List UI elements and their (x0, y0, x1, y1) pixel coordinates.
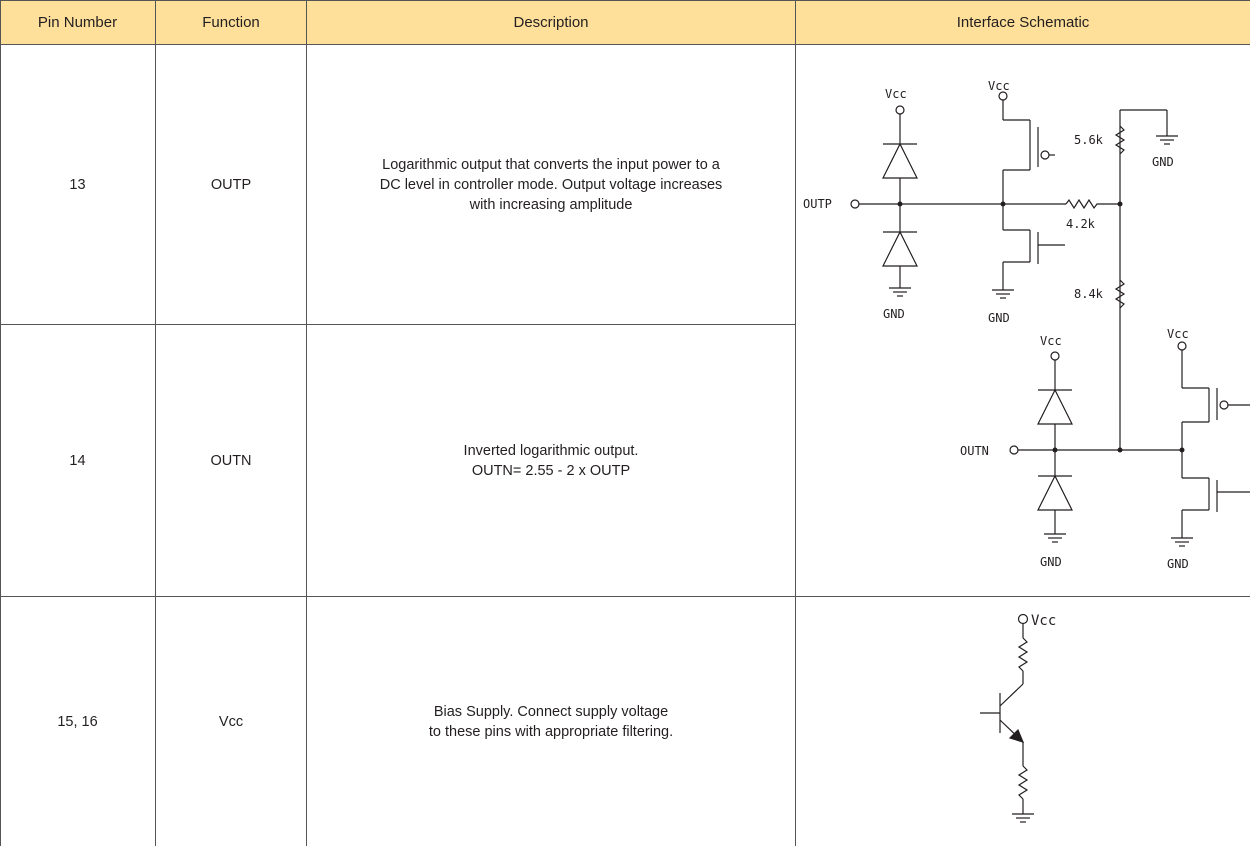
resistor-4-2k-label: 4.2k (1066, 217, 1095, 231)
row3-pin-number: 15, 16 (57, 713, 98, 730)
outp-pmos-vcc-terminal (999, 92, 1007, 100)
outp-nmos-gnd-label: GND (988, 311, 1010, 325)
outp-diode-vcc-terminal (896, 106, 904, 114)
vcc-terminal (1019, 615, 1028, 624)
outn-diode-gnd-label: GND (1040, 555, 1062, 569)
row3-description-line-2: to these pins with appropriate filtering. (428, 723, 674, 740)
diode-triangle (1038, 390, 1072, 424)
header-description: Description (307, 0, 795, 44)
outp-diode-vcc-label: Vcc (885, 87, 907, 101)
row1-description-line-3: with increasing amplitude (469, 196, 633, 213)
row3-description-line-1: Bias Supply. Connect supply voltage (433, 703, 669, 720)
row1-description (307, 45, 795, 324)
diode-triangle (1038, 476, 1072, 510)
vcc-terminal-label: Vcc (1031, 613, 1057, 629)
vcc-schematic (796, 597, 1250, 846)
row1-description-line-1: Logarithmic output that converts the input power to a (382, 156, 720, 173)
header-function: Function (156, 0, 306, 44)
outp-terminal (851, 200, 859, 208)
row1-function: OUTP (210, 176, 252, 193)
outp-outn-schematic (796, 45, 1250, 596)
row2-description (307, 325, 795, 596)
emitter-resistor (1019, 766, 1027, 799)
row1-pin-number: 13 (69, 176, 86, 193)
diode-triangle (883, 232, 917, 266)
transistor-collector (1000, 684, 1023, 706)
grid-line-top (0, 0, 1250, 1)
junction-dot (898, 202, 903, 207)
diode-triangle (883, 144, 917, 178)
pmos-gate-bubble (1220, 401, 1228, 409)
header-interface-schematic: Interface Schematic (796, 0, 1250, 44)
resistor-5-6k-label: 5.6k (1074, 133, 1103, 147)
row1-description-line-2: DC level in controller mode. Output voltage increases (379, 176, 723, 193)
junction-dot (1053, 448, 1058, 453)
outn-nmos-gnd-label: GND (1167, 557, 1189, 571)
outn-pmos-vcc-terminal (1178, 342, 1186, 350)
resistor-4-2k (1066, 200, 1120, 208)
outn-diode-vcc-terminal (1051, 352, 1059, 360)
row2-description-line-2: OUTN= 2.55 - 2 x OUTP (471, 462, 631, 479)
header-pin-number: Pin Number (0, 0, 155, 44)
outp-diode-gnd-label: GND (883, 307, 905, 321)
resistor-8-4k-label: 8.4k (1074, 287, 1103, 301)
outn-pin-label: OUTN (960, 444, 989, 458)
row2-description-line-1: Inverted logarithmic output. (463, 442, 639, 459)
row3-description (307, 597, 795, 846)
outp-pmos-vcc-label: Vcc (988, 79, 1010, 93)
outn-pmos-vcc-label: Vcc (1167, 327, 1189, 341)
outn-terminal (1010, 446, 1018, 454)
collector-resistor (1019, 638, 1027, 671)
resistor-5-6k-gnd-label: GND (1152, 155, 1174, 169)
row2-function: OUTN (210, 452, 252, 469)
outn-diode-vcc-label: Vcc (1040, 334, 1062, 348)
row2-pin-number: 14 (69, 452, 86, 469)
outp-pin-label: OUTP (803, 197, 832, 211)
pmos-gate-bubble (1041, 151, 1049, 159)
row3-function: Vcc (218, 713, 244, 730)
